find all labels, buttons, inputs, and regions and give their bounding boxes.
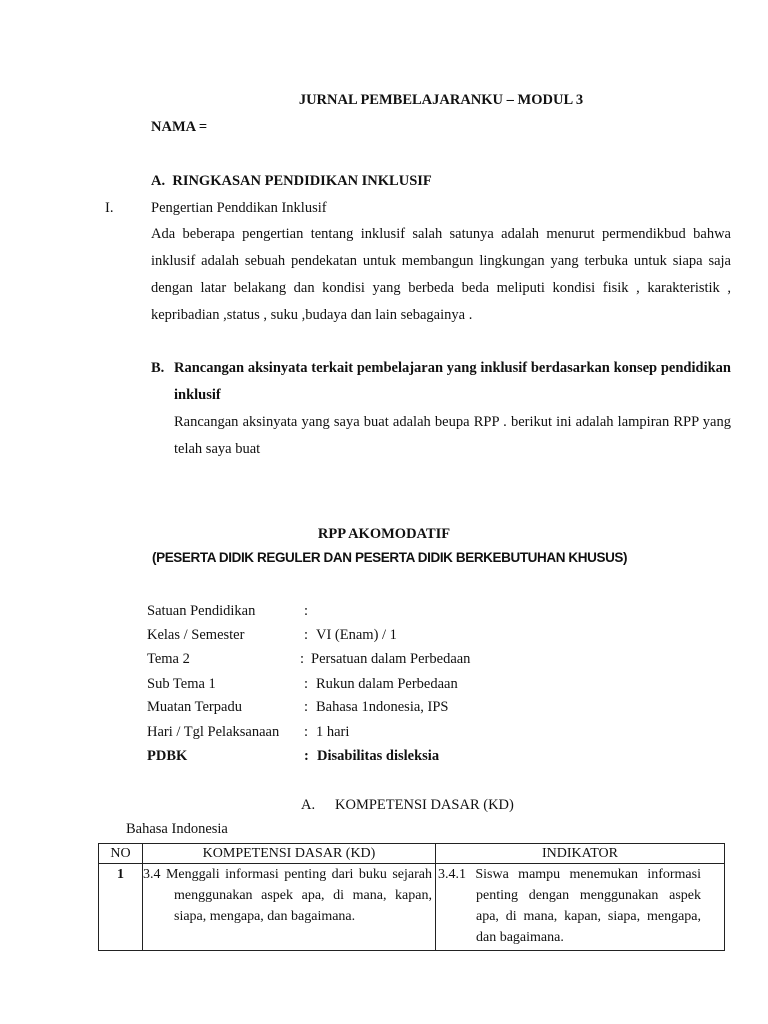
identity-colon: : <box>304 627 309 643</box>
table-header-no: NO <box>99 844 143 864</box>
kd-subject: Bahasa Indonesia <box>126 821 228 837</box>
identity-value-tema: Persatuan dalam Perbedaan <box>311 651 471 667</box>
table-header-indikator: INDIKATOR <box>436 844 725 864</box>
kd-cell <box>143 864 436 951</box>
identity-value-subtema: Rukun dalam Perbedaan <box>316 676 458 692</box>
rpp-title: RPP AKOMODATIF <box>317 526 451 542</box>
name-label: NAMA = <box>151 119 208 135</box>
identity-value-hari: 1 hari <box>316 724 350 740</box>
section-a-heading: A. RINGKASAN PENDIDIKAN INKLUSIF <box>151 173 432 189</box>
identity-colon: : <box>304 748 309 764</box>
identity-colon: : <box>304 699 309 715</box>
kd-table <box>98 843 725 951</box>
identity-label-satuan: Satuan Pendidikan <box>147 603 256 619</box>
identity-colon: : <box>304 724 309 740</box>
identity-value-kelas: VI (Enam) / 1 <box>316 627 397 643</box>
identity-label-pdbk: PDBK <box>147 748 188 764</box>
item-number: I. <box>105 200 114 216</box>
section-a-paragraph: Ada beberapa pengertian tentang inklusif salah satunya adalah menurut permendikbud bahwa inklusif adalah sebuah pendekatan untuk membangun lingkungan yang terbuka untuk siapa saja dengan latar belakang dan kondisi yang berbeda beda meliputi kondisi fisik , karakteristik , kepribadian ,status , suku ,budaya dan lain sebagainya . <box>151 226 731 323</box>
section-b-letter: B. <box>151 360 165 376</box>
identity-colon: : <box>300 651 305 667</box>
section-b-heading: Rancangan aksinyata terkait pembelajaran yang inklusif berdasarkan konsep pendidikan inklusif <box>174 360 731 403</box>
identity-label-tema: Tema 2 <box>147 651 190 667</box>
kd-text: 3.4 Menggali informasi penting dari buku sejarah menggunakan aspek apa, di mana, kapan, siapa, mengapa, dan bagaimana. <box>143 867 432 924</box>
indikator-cell <box>436 864 725 951</box>
journal-title: JURNAL PEMBELAJARANKU – MODUL 3 <box>298 92 584 108</box>
identity-label-muatan: Muatan Terpadu <box>147 699 242 715</box>
identity-colon: : <box>304 603 309 619</box>
section-b-paragraph: Rancangan aksinyata yang saya buat adalah beupa RPP . berikut ini adalah lampiran RPP yang telah saya buat <box>174 414 731 457</box>
identity-value-pdbk: Disabilitas disleksia <box>317 748 440 764</box>
identity-label-kelas: Kelas / Semester <box>147 627 245 643</box>
identity-value-muatan: Bahasa 1ndonesia, IPS <box>316 699 449 715</box>
identity-label-subtema: Sub Tema 1 <box>147 676 216 692</box>
kd-section-heading: KOMPETENSI DASAR (KD) <box>335 797 514 813</box>
kd-section-number: A. <box>301 797 316 813</box>
identity-label-hari: Hari / Tgl Pelaksanaan <box>147 724 280 740</box>
identity-colon: : <box>304 676 309 692</box>
row-number: 1 <box>99 864 143 951</box>
item-title: Pengertian Penddikan Inklusif <box>151 200 327 216</box>
indikator-text: 3.4.1 Siswa mampu menemukan informasi penting dengan menggunakan aspek apa, di mana, kapan, siapa, mengapa, dan bagaimana. <box>438 867 701 945</box>
table-row <box>99 864 725 951</box>
table-header-row <box>99 844 725 864</box>
rpp-subtitle: (PESERTA DIDIK REGULER DAN PESERTA DIDIK BERKEBUTUHAN KHUSUS) <box>152 550 628 565</box>
table-header-kd: KOMPETENSI DASAR (KD) <box>143 844 436 864</box>
